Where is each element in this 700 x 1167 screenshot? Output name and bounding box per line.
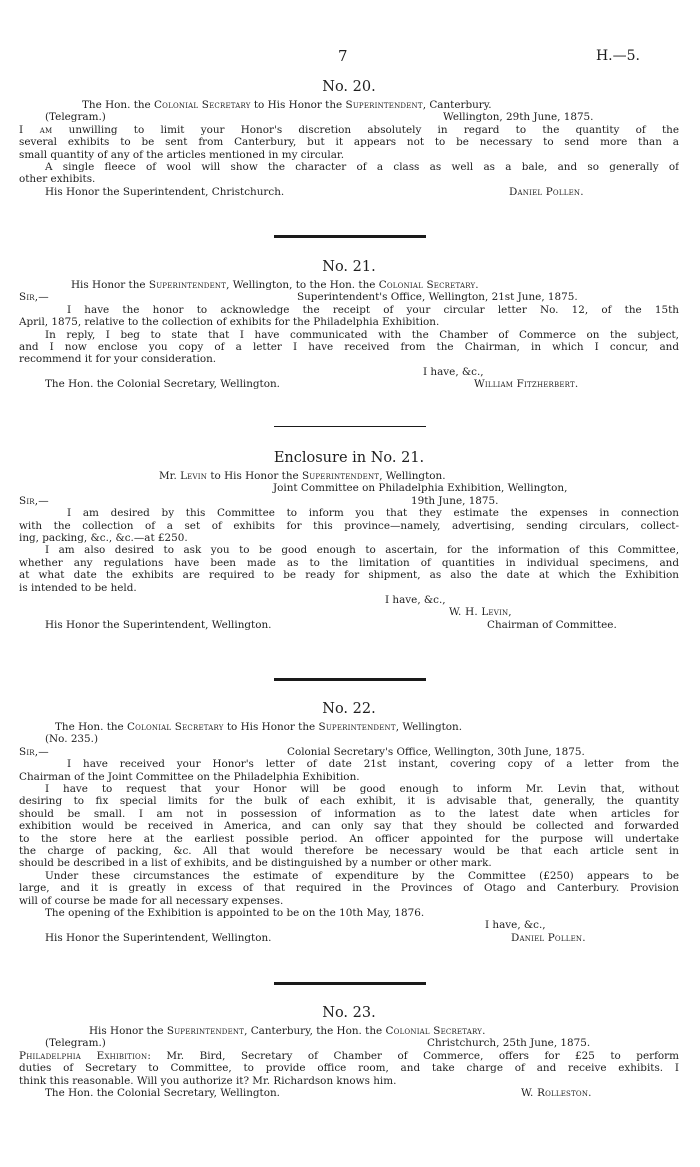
dateline: Christchurch, 25th June, 1875. — [427, 1037, 591, 1050]
page-number: 7 — [338, 47, 348, 65]
paragraph-line: April, 1875, relative to the collection of exhibits for the Philadelphia Exhibition. — [19, 316, 440, 329]
document-reference: H.—5. — [595, 48, 640, 64]
paragraph-line: other exhibits. — [19, 173, 96, 186]
paragraph-line: should be small. I am not in possession of information as to the latest date when articles for — [19, 807, 679, 820]
letter-no-23 — [19, 1004, 679, 1099]
signature-row — [19, 606, 679, 618]
closing: I have, &c., — [385, 594, 446, 607]
signature: Daniel Pollen. — [511, 931, 586, 944]
paragraph-line: to the store here at the earliest possible period. An officer appointed for the purpose will undertake — [19, 832, 679, 845]
paragraph-line: ing, packing, &c., &c.—at £250. — [19, 532, 188, 544]
section-divider — [274, 678, 426, 681]
addressee: His Honor the Superintendent, Wellington. — [45, 618, 272, 631]
salutation-dateline-row — [19, 746, 679, 758]
addressee-signature-row — [19, 932, 679, 944]
addressee-signature-row — [19, 186, 679, 198]
paragraph-line: Chairman of the Joint Committee on the Philadelphia Exhibition. — [19, 770, 360, 783]
paragraph-line: Philadelphia Exhibition: Mr. Bird, Secretary of Chamber of Commerce, offers for £25 to perform — [19, 1049, 679, 1062]
paragraph-line: I have received your Honor's letter of date 21st instant, covering copy of a letter from the — [67, 758, 679, 771]
letter-title: Mr. Levin to His Honor the Superintendent, Wellington. — [159, 470, 446, 482]
dateline: Superintendent's Office, Wellington, 21st June, 1875. — [297, 291, 578, 304]
paragraph-line: I am desired by this Committee to inform you that they estimate the expenses in connection — [67, 507, 679, 520]
paragraph-line: duties of Secretary to Committee, to provide office room, and take charge of and receive exhibits. I — [19, 1062, 679, 1075]
telegram-label: (Telegram.) — [45, 111, 106, 124]
closing-row — [19, 366, 679, 378]
paragraph-line: In reply, I beg to state that I have communicated with the Chamber of Commerce on the subject, — [45, 328, 679, 341]
signature: W. H. Levin, — [449, 606, 512, 619]
signature: William Fitzherbert. — [474, 378, 579, 391]
letter-title: His Honor the Superintendent, Wellington, to the Hon. the Colonial Secretary. — [71, 279, 479, 291]
paragraph-line: exhibition would be received in America, and can only say that they should be collected and forwarded — [19, 820, 679, 833]
letter-number: No. 20. — [322, 79, 376, 95]
letter-number: No. 23. — [322, 1005, 376, 1021]
paragraph-line: The opening of the Exhibition is appointed to be on the 10th May, 1876. — [45, 907, 425, 920]
dateline: Colonial Secretary's Office, Wellington, 30th June, 1875. — [287, 745, 585, 758]
paragraph-line: the charge of packing, &c. All that would therefore be necessary would be that each article sent in — [19, 845, 679, 858]
section-divider — [274, 982, 426, 985]
signature: W. Rolleston. — [521, 1087, 592, 1100]
salutation-dateline-row — [19, 291, 679, 303]
letter-number: No. 22. — [322, 701, 376, 717]
paragraph-line: I am also desired to ask you to be good enough to ascertain, for the information of this Committee, — [45, 544, 679, 557]
paragraph-line: and I now enclose you copy of a letter I have received from the Chairman, in which I concur, and — [19, 341, 679, 354]
telegram-dateline-row — [19, 1037, 679, 1049]
salutation-dateline-row — [19, 495, 679, 507]
dateline-row — [19, 482, 679, 494]
paragraph-line: should be described in a list of exhibits, and be distinguished by a number or other mark. — [19, 857, 492, 870]
section-divider — [274, 235, 426, 238]
section-divider — [274, 426, 426, 427]
paragraph-line: several exhibits to be sent from Canterbury, but it appears not to be necessary to send more than a — [19, 136, 679, 149]
letter-no-22 — [19, 700, 679, 944]
paragraph-line: I have to request that your Honor will be good enough to inform Mr. Levin that, without — [45, 783, 679, 796]
addressee: His Honor the Superintendent, Christchurch. — [45, 185, 285, 198]
letter-title: The Hon. the Colonial Secretary to His Honor the Superintendent, Canterbury. — [82, 99, 492, 111]
letter-title: The Hon. the Colonial Secretary to His Honor the Superintendent, Wellington. — [55, 721, 463, 733]
addressee-signature-row — [19, 378, 679, 390]
signature-title: Chairman of Committee. — [487, 618, 617, 631]
paragraph-line: whether any regulations have been made as to the limitation of quantities in individual specimens, and — [19, 556, 679, 569]
closing: I have, &c., — [423, 365, 484, 378]
enclosure-in-no-21 — [19, 449, 679, 631]
letter-no-21 — [19, 258, 679, 391]
addressee-signature-row — [19, 619, 679, 631]
letter-no-20 — [19, 78, 679, 198]
letter-number: Enclosure in No. 21. — [273, 450, 425, 466]
paragraph-line: I am unwilling to limit your Honor's discretion absolutely in regard to the quantity of the — [19, 123, 679, 136]
signature: Daniel Pollen. — [509, 185, 584, 198]
paragraph-line: I have the honor to acknowledge the receipt of your circular letter No. 12, of the 15th — [67, 303, 679, 316]
paragraph-line: with the collection of a set of exhibits for this province—namely, advertising, sending circulars, collect- — [19, 519, 679, 532]
paragraph-line: will of course be made for all necessary expenses. — [19, 894, 284, 907]
addressee: The Hon. the Colonial Secretary, Wellington. — [45, 378, 280, 391]
paragraph-line: small quantity of any of the articles mentioned in my circular. — [19, 148, 345, 161]
paragraph-line: at what date the exhibits are required to be ready for shipment, as also the date at which the Exhibition — [19, 569, 679, 582]
salutation: Sir,— — [19, 745, 49, 758]
letter-reference: (No. 235.) — [45, 733, 99, 746]
paragraph-line: is intended to be held. — [19, 581, 137, 594]
closing: I have, &c., — [485, 919, 546, 932]
closing-row — [19, 919, 679, 931]
dateline: Joint Committee on Philadelphia Exhibition, Wellington, — [273, 482, 568, 495]
paragraph-line: A single fleece of wool will show the character of a class as well as a bale, and so generally of — [45, 161, 679, 174]
paragraph-line: large, and it is greatly in excess of that required in the Provinces of Otago and Canterbury. Provision — [19, 882, 679, 895]
salutation: Sir,— — [19, 494, 49, 507]
dateline: 19th June, 1875. — [411, 494, 499, 507]
telegram-dateline-row — [19, 111, 679, 123]
letter-title: His Honor the Superintendent, Canterbury, the Hon. the Colonial Secretary. — [89, 1025, 486, 1037]
salutation: Sir,— — [19, 291, 49, 304]
telegram-label: (Telegram.) — [45, 1037, 106, 1050]
addressee: His Honor the Superintendent, Wellington. — [45, 931, 272, 944]
letter-number: No. 21. — [322, 259, 376, 275]
page-header — [0, 47, 700, 66]
paragraph-line: recommend it for your consideration. — [19, 353, 217, 366]
addressee-signature-row — [19, 1087, 679, 1099]
addressee: The Hon. the Colonial Secretary, Wellington. — [45, 1087, 280, 1100]
paragraph-line: Under these circumstances the estimate of expenditure by the Committee (£250) appears to be — [45, 869, 679, 882]
paragraph-line: desiring to fix special limits for the bulk of each exhibit, it is advisable that, generally, the quantity — [19, 795, 679, 808]
dateline: Wellington, 29th June, 1875. — [443, 111, 594, 124]
paragraph-line: think this reasonable. Will you authorize it? Mr. Richardson knows him. — [19, 1074, 397, 1087]
closing-row — [19, 594, 679, 606]
